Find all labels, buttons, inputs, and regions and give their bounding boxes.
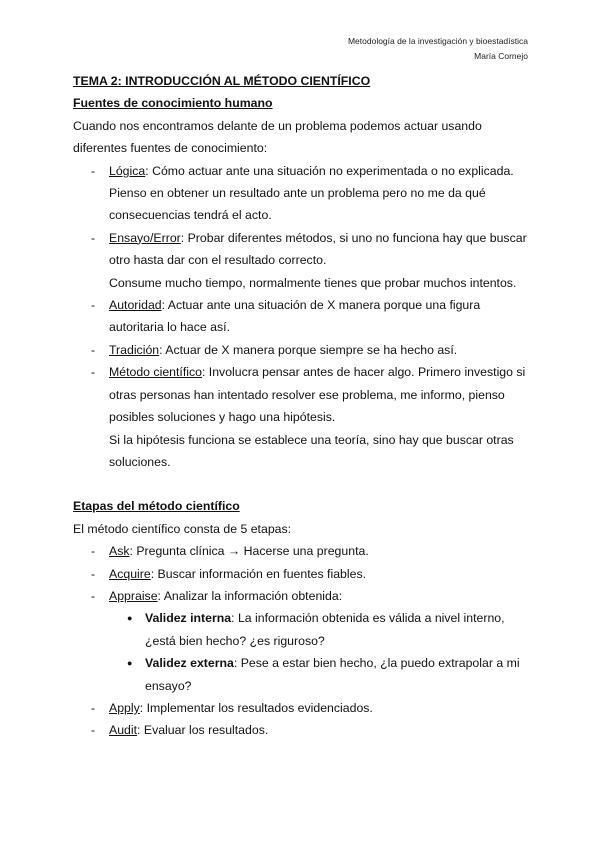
item-text: : Actuar ante una situación de X manera porque una figura autoritaria lo hace así.: [109, 298, 481, 335]
sub-item-text: : Pese a estar bien hecho, ¿la puedo extrapolar a mi ensayo?: [145, 656, 520, 693]
list-item: [73, 697, 533, 719]
item-text: : Implementar los resultados evidenciados.: [139, 700, 373, 715]
sub-item-text: : La información obtenida es válida a nivel interno, ¿está bien hecho? ¿es riguroso?: [145, 611, 505, 648]
section-heading-etapas: Etapas del método científico: [73, 499, 240, 514]
header-course: Metodología de la investigación y bioestadística: [347, 36, 528, 46]
etapas-list: [73, 540, 533, 742]
list-item: [73, 540, 533, 562]
item-text: : Evaluar los resultados.: [137, 723, 269, 738]
list-item: [73, 563, 533, 585]
fuentes-list: [73, 160, 533, 474]
page-header: [348, 34, 528, 64]
sub-item-term: Validez externa: [145, 656, 234, 671]
item-term: Tradición: [109, 342, 160, 357]
section-intro-fuentes: Cuando nos encontramos delante de un problema podemos actuar usando diferentes fuentes de conocimiento:: [73, 118, 482, 156]
list-item: [73, 339, 533, 361]
item-text: : Probar diferentes métodos, si uno no funciona hay que buscar otro hasta dar con el resultado correcto.: [109, 230, 527, 268]
item-term: Ask: [109, 544, 130, 559]
item-term: Audit: [109, 723, 138, 738]
sub-item-term: Validez interna: [145, 611, 232, 626]
section-heading-fuentes: Fuentes de conocimiento humano: [73, 96, 273, 111]
item-text: : Involucra pensar antes de hacer algo. Primero investigo si otras personas han intentado resolver ese problema, me informo, pienso posibles soluciones y hago una hipótesis.: [109, 365, 526, 425]
list-item: [73, 294, 533, 339]
item-term: Appraise: [109, 588, 158, 603]
item-text: : Pregunta clínica → Hacerse una pregunta.: [129, 544, 369, 559]
header-author: María Cornejo: [474, 51, 528, 61]
item-term: Ensayo/Error: [109, 230, 181, 245]
item-term: Lógica: [109, 163, 146, 178]
sub-list-item: [109, 652, 533, 697]
list-item: [73, 361, 533, 473]
appraise-sublist: [109, 607, 533, 697]
item-text: : Buscar información en fuentes fiables.: [150, 566, 367, 581]
item-text: : Cómo actuar ante una situación no experimentada o no explicada. Pienso en obtener un resultado ante un problema pero no me da qué consecuencias tendrá el acto.: [109, 163, 514, 223]
item-term: Apply: [109, 700, 140, 715]
item-term: Autoridad: [109, 298, 162, 313]
list-item: [73, 719, 533, 741]
list-item: [73, 160, 533, 227]
list-item: [73, 585, 533, 697]
item-term: Acquire: [109, 566, 151, 581]
list-item: [73, 227, 533, 294]
sub-list-item: [109, 607, 533, 652]
item-text: : Analizar la información obtenida:: [157, 588, 343, 603]
document-title: TEMA 2: INTRODUCCIÓN AL MÉTODO CIENTÍFICO: [73, 74, 371, 88]
section-intro-etapas: El método científico consta de 5 etapas:: [73, 521, 292, 536]
document-body: [73, 70, 533, 742]
item-extra: Consume mucho tiempo, normalmente tienes que probar muchos intentos.: [109, 275, 517, 290]
item-text: : Actuar de X manera porque siempre se ha hecho así.: [159, 342, 458, 357]
item-term: Método científico: [109, 365, 202, 380]
item-extra: Si la hipótesis funciona se establece una teoría, sino hay que buscar otras soluciones.: [109, 432, 514, 469]
